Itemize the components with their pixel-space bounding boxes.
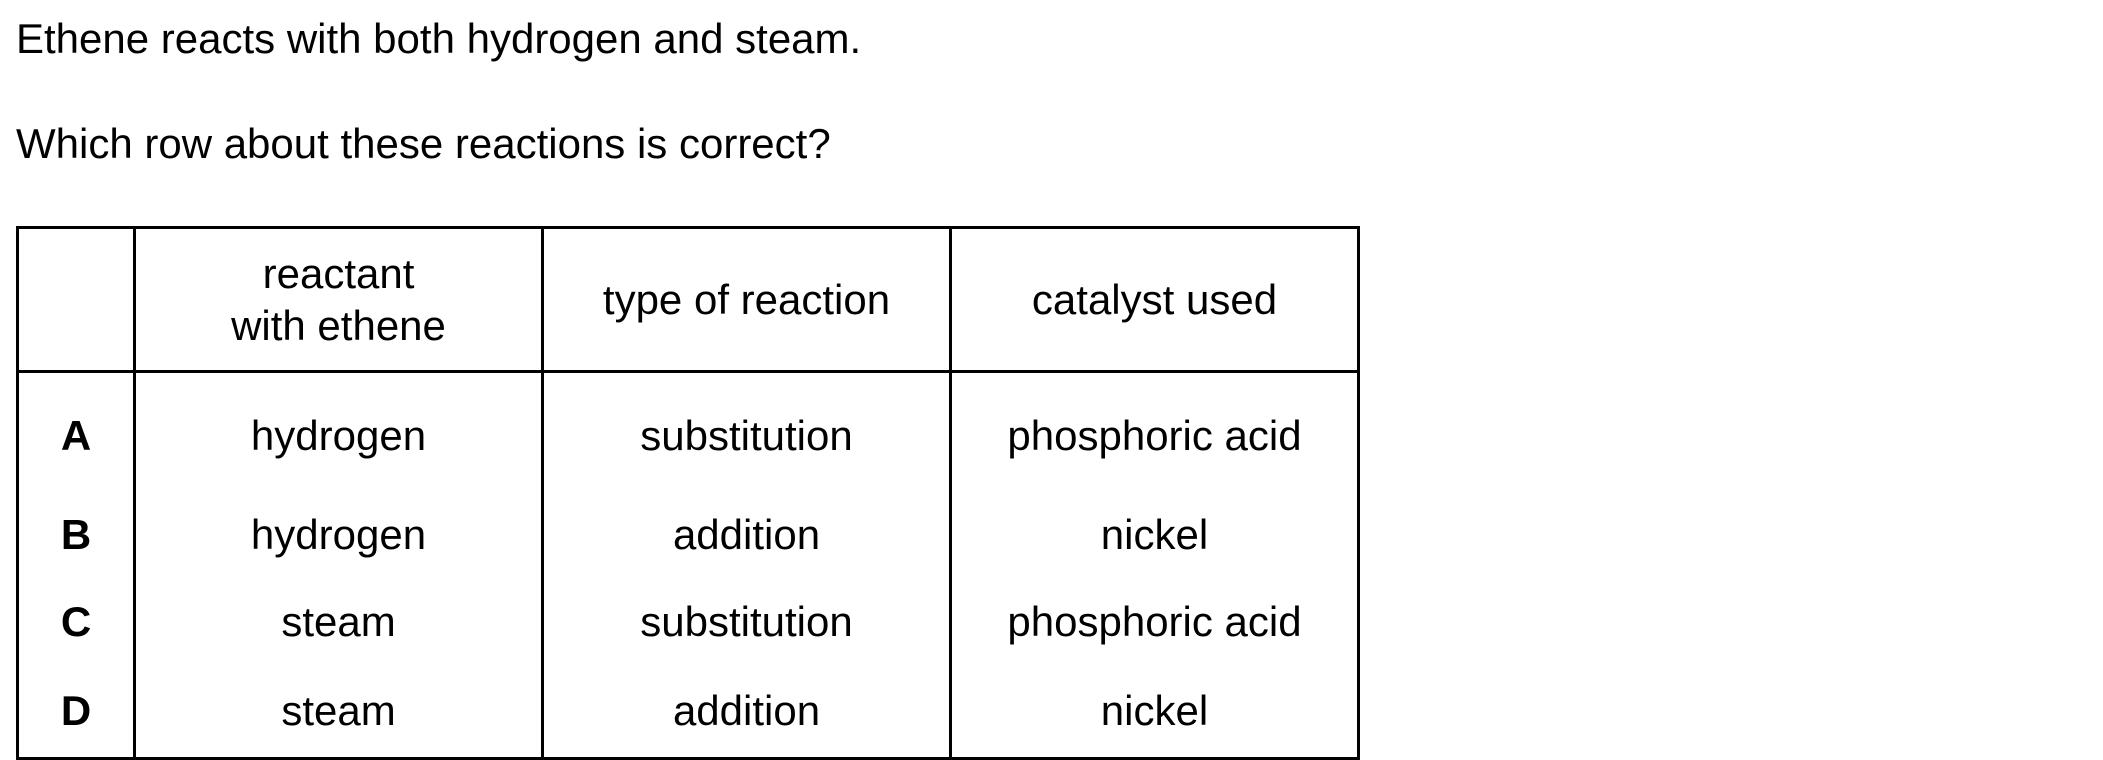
- row-letter: C: [18, 578, 135, 665]
- row-catalyst: phosphoric acid: [951, 578, 1359, 665]
- header-reactant-line2: with ethene: [231, 301, 446, 349]
- question-prompt: Which row about these reactions is correct?: [16, 120, 831, 167]
- row-reactant: steam: [135, 665, 543, 759]
- question-stem: Ethene reacts with both hydrogen and steam.: [16, 15, 862, 62]
- row-type: addition: [543, 665, 951, 759]
- row-letter: A: [18, 372, 135, 492]
- header-catalyst: catalyst used: [951, 228, 1359, 372]
- table-row: [18, 578, 1359, 665]
- row-type: addition: [543, 491, 951, 578]
- table-row: [18, 491, 1359, 578]
- table-row: [18, 665, 1359, 759]
- header-reactant: [135, 228, 543, 372]
- row-type: substitution: [543, 372, 951, 492]
- header-type: type of reaction: [543, 228, 951, 372]
- row-reactant: hydrogen: [135, 372, 543, 492]
- row-type: substitution: [543, 578, 951, 665]
- row-letter: D: [18, 665, 135, 759]
- answer-options-table: [16, 226, 1360, 760]
- row-reactant: hydrogen: [135, 491, 543, 578]
- table-header-row: [18, 228, 1359, 372]
- row-reactant: steam: [135, 578, 543, 665]
- row-catalyst: phosphoric acid: [951, 372, 1359, 492]
- row-catalyst: nickel: [951, 665, 1359, 759]
- header-reactant-line1: reactant: [262, 249, 415, 297]
- row-catalyst: nickel: [951, 491, 1359, 578]
- row-letter: B: [18, 491, 135, 578]
- header-letter: [18, 228, 135, 372]
- table-row: [18, 372, 1359, 492]
